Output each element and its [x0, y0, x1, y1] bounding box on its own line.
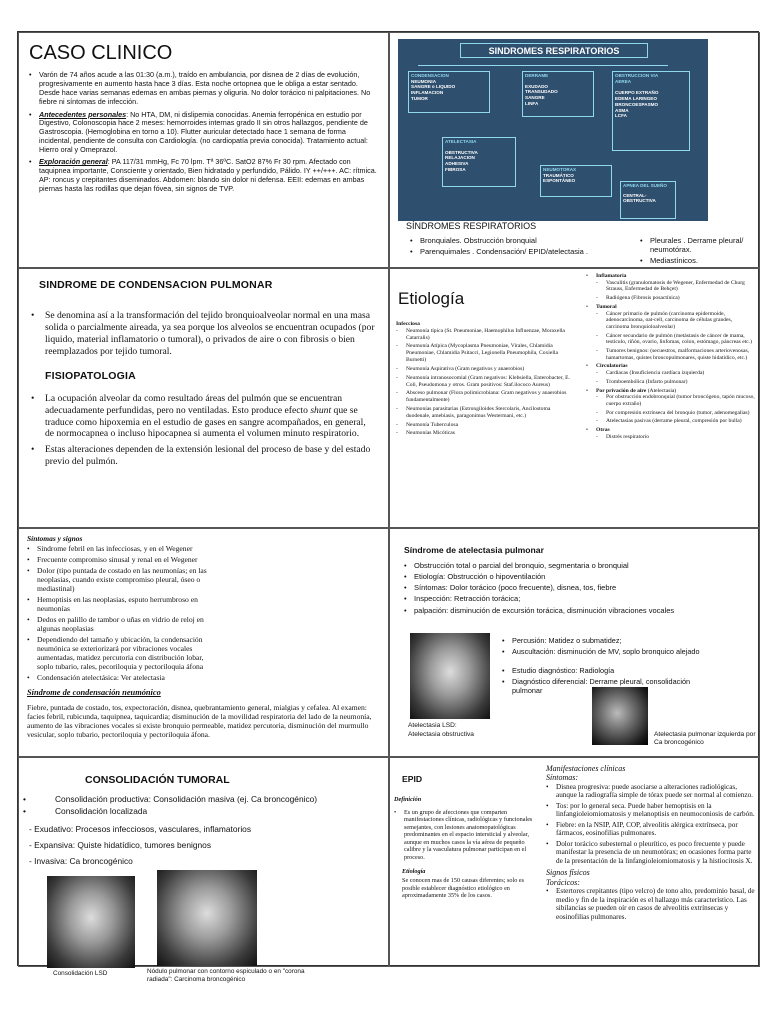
- etiologia-privacion-item: - Atelectasias pasivas (derrame pleural, compresión por bulla): [596, 418, 756, 425]
- sintoma-item: • Frecuente compromiso sinusal y renal en el Wegener: [27, 556, 217, 565]
- etiologia-tumoral-item: - Tumores benignos: (secuestros, malformaciones arteriovenosas, hamartomas, quistes broncopulmonares, quiste hidatídico, etc.): [596, 348, 756, 361]
- atelectasia-item: • Obstrucción total o parcial del bronquio, segmentaria o bronquial: [404, 561, 754, 570]
- etiologia-privacion-item: - Por compresión extrínseca del bronquio (tumor, adenomegalias): [596, 410, 756, 417]
- box-obstruccion: OBSTRUCCION VIA AEREA CUERPO EXTRAÑO EDEMA LARINGEO BRONCOESPASMO ASMA LCFA: [612, 71, 690, 151]
- epid-sintoma-item: • Tos: por lo general seca. Puede haber hemoptisis en la linfangioleiomiomatosis y melanoptisis en neumoconiosis de carbón.: [546, 802, 756, 819]
- epid-definicion-head: Definición: [394, 796, 422, 803]
- tumoral-item-productiva: • Consolidación productiva: Consolidación masiva (ej. Ca broncogénico): [23, 794, 383, 804]
- etiologia-privacion-item: - Por obstrucción endobronquial (tumor broncógeno, tapón mucoso, cuerpo extraño): [596, 394, 756, 407]
- atelectasia-diagnostico-item: • Estudio diagnóstico: Radiología: [502, 667, 712, 676]
- sintomas-panel: [18, 528, 389, 757]
- etiologia-inflamatoria-item: - Vasculitis (granulomatosis de Wegener, Enfermedad de Churg Strauss, Enfermedad de Behçet): [596, 280, 756, 293]
- atelectasia-item: • Síntomas: Dolor torácico (poco frecuente), disnea, tos, fiebre: [404, 583, 754, 592]
- etiologia-infecciosa-item: - Neumonía Atípica (Mycoplasma Pneumoniae, Virales, Chlamidia Pneumoniae, Chlamidia Psitacci, Legionella Pneumophila, Coxiella Burnetti): [396, 343, 572, 363]
- document-sheet: [17, 31, 759, 983]
- box-apnea: APNEA DEL SUEÑO CENTRAL-OBSTRUCTIVA: [620, 181, 676, 219]
- sintoma-item: • Dedos en palillo de tambor o uñas en vidrio de reloj en algunas neoplasias: [27, 616, 217, 634]
- epid-left-column: [394, 796, 538, 900]
- epid-toracico-item: • Estertores crepitantes (tipo velcro) de tono alto, predominio basal, de medio y fin de la inspiración es el hallazgo más característico. Las sibilancias se pueden oír en casos de alveolitis extrínsecas y eosinofilias pulmonares.: [546, 887, 756, 921]
- sintomas-head: Síntomas y signos: [27, 534, 83, 543]
- caption-consolidacion-lsd: Consolidación LSD: [53, 970, 108, 977]
- caso-paragraph-3: • Exploración general: PA 117/31 mmHg, Fc 70 lpm. Tª 36ºC. SatO2 87% Fr 30 rpm. Afectado con taquipnea importante, Consciente y orientado, Bien hidratado y perfundido, Pálido. IY ++/+++. AC: rítmica. AP: roncus y crepitantes diseminados. Abdomen: blando sin dolor ni defensa. EEII: edemas en ambas piernas hasta las rodillas que dejan fóvea, sin signos de TVP.: [29, 158, 378, 193]
- box-condensacion: CONDENSACION NEUMONIA SANGRE o LIQUIDO INFLAMACION TUMOR: [408, 71, 490, 113]
- tumoral-expansiva: - Expansiva: Quiste hidatídico, tumores benignos: [29, 840, 212, 850]
- tumoral-panel: [18, 757, 389, 983]
- epid-sintoma-item: • Dolor torácico subesternal o pleurítico, es poco frecuente y puede manifestar la presencia de un neumotórax; en ocasiones forma parte de la presentación de la linfangioleiomiomatosis y la histiocitosis X.: [546, 840, 756, 865]
- sindromes-diagram: [398, 39, 708, 221]
- etiologia-tumoral: • Tumoral - Cáncer primario de pulmón (carcinoma epidermoide, adenocarcinoma, oat-cell, carcinoma de células grandes, carcinoma bronquioloalveolar) - Cáncer secundario de pulmón (metástasis de cáncer de mama, testículo, riñón, ovario, linfomas, colon, estómago, páncreas etc.) - Tumores benignos: (secuestros, malformaciones arteriovenosas, hamartomas, quistes broncopulmonares, quiste hidatídico, etc.): [586, 304, 756, 362]
- epid-etiologia-text: Se conocen mas de 150 causas diferentes; solo es posible establecer diagnóstico etiológico en aproximadamente 35% de los casos.: [402, 877, 524, 900]
- sintoma-item: • Hemoptisis en las neoplasias, esputo herrumbroso en neumonías: [27, 596, 217, 614]
- etiologia-infecciosa-head: Infecciosa: [396, 321, 420, 327]
- sintoma-item: • Síndrome febril en las infecciosas, y en el Wegener: [27, 545, 217, 554]
- etiologia-left-column: [396, 321, 572, 439]
- fisio-item-1: • La ocupación alveolar da como resultado áreas del pulmón que se encuentran adecuadamente perfundidas, pero no ventiladas. Esto produce efecto shunt que se traduce como hipoxemia en el estudio de gases en sangre acompañados, en general, de normocapnea o incluso hipocapnea si aumenta el volumen minuto respiratorio.: [31, 393, 376, 441]
- epid-title: EPID: [402, 774, 423, 784]
- atelectasia-exam-item: • Percusión: Matidez o submatidez;: [502, 637, 752, 646]
- epid-sintoma-item: • Disnea progresiva: puede asociarse a alteraciones radiológicas, aunque la radiografía simple de tórax puede ser normal al comienzo.: [546, 783, 756, 800]
- fisiopatologia-title: FISIOPATOLOGIA: [45, 369, 136, 382]
- caso-paragraph-2: • Antecedentes personales: No HTA, DM, ni dislipemia conocidas. Anemia ferropénica en estudio por Digestivo, Colonoscopia hace 2 meses: hemorroides internas grado II sin otros hallazgos, pendiente de Gastroscopia. (Hemoglobina en torno a 10). Flutter auricular detectado hace 1 semana de forma incidental, pendiente de consulta con Cardiología. (no cardiopatía previa conocida). Tratamiento actual: Hierro oral y Omeprazol.: [29, 111, 378, 155]
- etiologia-circulatorias: • Circulatorias - Cardíacas (Insuficiencia cardíaca izquierda) - Tromboembólica (Infarto pulmonar): [586, 363, 756, 385]
- xray-atelectasia-izquierda: [592, 687, 648, 745]
- caso-title: CASO CLINICO: [29, 42, 173, 64]
- etiologia-infecciosa-item: - Absceso pulmonar (Flora polimicrobiana: Gram negativos y anaerobios fundamentalmente): [396, 390, 572, 404]
- tumoral-invasiva: - Invasiva: Ca broncogénico: [29, 856, 133, 866]
- tumoral-title: CONSOLIDACIÓN TUMORAL: [85, 774, 230, 786]
- etiologia-title: Etiología: [398, 289, 465, 308]
- xray-atelectasia-lsd: [410, 633, 490, 719]
- epid-sintomas-head: Síntomas:: [546, 773, 578, 783]
- etiologia-inflamatoria: • Inflamatoria - Vasculitis (granulomatosis de Wegener, Enfermedad de Churg Strauss, Enfermedad de Behçet) - Radiógena (Fibrosis posactínica): [586, 273, 756, 302]
- neumonico-head: Síndrome de condensación neumónico: [27, 688, 161, 698]
- xray-nodulo-pulmonar: [157, 870, 257, 966]
- etiologia-infecciosa-item: - Neumonía Aspirativa (Gram negativos y anaerobios): [396, 366, 572, 373]
- atelectasia-exam-item: • Auscultación: disminución de MV, soplo bronquico alejado: [502, 648, 752, 657]
- sindromes-list-left: [410, 236, 630, 258]
- epid-signos-head: Signos físicos: [546, 868, 590, 878]
- sindromes-caption: SÍNDROMES RESPIRATORIOS: [406, 221, 537, 231]
- caso-paragraph-1: • Varón de 74 años acude a las 01:30 (a.m.), traído en ambulancia, por disnea de 2 días de evolución, progresivamente en aumento hasta hace 3 días. Esta noche ortopnea que le obliga a estar sentado. Desde hace varias semanas edemas en ambas piernas y oliguria. No dolor torácico ni palpitaciones. No fiebre ni síntomas de infección.: [29, 71, 378, 106]
- diagram-connector: [418, 65, 668, 66]
- xray-consolidacion-lsd: [47, 876, 135, 968]
- etiologia-otras-item: - Distrés respiratorio: [596, 434, 756, 441]
- etiologia-right-column: [586, 273, 756, 442]
- sindromes-item-bronquiales: • Bronquiales. Obstrucción bronquial: [410, 236, 630, 245]
- sindromes-item-pleurales: • Pleurales . Derrame pleural/ neumotórax.: [640, 236, 755, 254]
- atelectasia-title: Síndrome de atelectasia pulmonar: [404, 545, 544, 555]
- sindromes-item-parenquimales: • Parenquimales . Condensación/ EPID/atelectasia .: [410, 247, 630, 256]
- etiologia-infecciosa-item: - Neumonía Tuberculosa: [396, 422, 572, 429]
- caption-atelectasia-obstructiva: Atelectasia obstructiva: [408, 731, 474, 738]
- epid-right-column: [546, 764, 756, 923]
- atelectasia-item: • Inspección: Retracción torácica;: [404, 594, 754, 603]
- atelectasia-item: • Etiología: Obstrucción o hipoventilación: [404, 572, 754, 581]
- caso-clinico-panel: [18, 32, 389, 268]
- fisio-item-2: • Estas alteraciones dependen de la extensión lesional del proceso de base y del estado previo del pulmón.: [31, 444, 376, 468]
- caption-atelectasia-lsd: Atelectasia LSD:: [408, 722, 457, 729]
- epid-definicion-text: • Es un grupo de afecciones que comparten manifestaciones clínicas, radiológicas y funcionales semejantes, con lesiones anatomopatológicas predominantes en el espacio intersticial y alveolar, aunque en muchos casos la vía aérea de pequeño calibre y la vasculatura pulmonar participan en el proceso.: [394, 809, 538, 862]
- etiologia-infecciosa-item: - Neumonías Micóticas: [396, 430, 572, 437]
- etiologia-otras: • Otras - Distrés respiratorio: [586, 427, 756, 440]
- neumonico-text: Fiebre, puntada de costado, tos, expectoración, disnea, quebrantamiento general, mialgias y cefalea. Al examen: facies febril, rubicunda, taquipnea, taquicardia; disminución de la movilidad respiratoria del lado de la neumonía, aumento de las vibraciones vocales si existe bronquio permeable, matidez percutoria, disminución del murmullo vesicular, soplo tubario, pectoriloquia y pectoriloquia áfona.: [27, 702, 372, 740]
- sindromes-list-right: [640, 236, 755, 267]
- etiologia-circulatoria-item: - Cardíacas (Insuficiencia cardíaca izquierda): [596, 370, 756, 377]
- sintoma-item: • Dolor (tipo puntada de costado en las neumonías; en las neoplasias, cuando existe compromiso pleural, óseo o mediastinal): [27, 567, 217, 594]
- condensacion-panel: [18, 268, 389, 528]
- epid-manifestaciones-head: Manifestaciones clínicas: [546, 764, 626, 773]
- sindromes-panel: [389, 32, 760, 268]
- box-atelectasia: ATELECTASIA OBSTRUCTIVA RELAJACION ADHESIVA FIBROSA: [442, 137, 516, 187]
- etiologia-tumoral-item: - Cáncer primario de pulmón (carcinoma epidermoide, adenocarcinoma, oat-cell, carcinoma de células grandes, carcinoma bronquioloalveolar): [596, 311, 756, 331]
- epid-panel: [389, 757, 760, 967]
- sintoma-item: • Condensación atelectásica: Ver atelectasia: [27, 674, 217, 683]
- etiologia-inflamatoria-item: - Radiógena (Fibrosis posactínica): [596, 295, 756, 302]
- tumoral-item-localizada: • Consolidación localizada: [23, 806, 383, 816]
- etiologia-tumoral-item: - Cáncer secundario de pulmón (metástasis de cáncer de mama, testículo, riñón, ovario, linfomas, colon, estómago, páncreas etc.): [596, 333, 756, 346]
- etiologia-infecciosa-item: - Neumonía intranosocomial (Gram negativos: Klebsiella, Enterobacter, E. Coli, Pseudomona y otros. Gram positivos: Staf.ilococo Aureus): [396, 375, 572, 389]
- tumoral-exudativo: - Exudativo: Procesos infecciosos, vasculares, inflamatorios: [29, 824, 252, 834]
- etiologia-infecciosa-item: - Neumonía típica (St. Pneumoniae, Haemophilus Influenzae, Moraxella Catarralis): [396, 328, 572, 342]
- etiologia-privacion: • Por privación de aire (Atelectasia) - Por obstrucción endobronquial (tumor broncógeno, tapón mucoso, cuerpo extraño) - Por compresión extrínseca del bronquio (tumor, adenomegalias) - Atelectasias pasivas (derrame pleural, compresión por bulla): [586, 388, 756, 426]
- caption-nodulo-pulmonar: Nódulo pulmonar con contorno espiculado o en "corona radiada": Carcinoma broncogénico: [147, 968, 305, 983]
- condensacion-title: SINDROME DE CONDENSACION PULMONAR: [39, 279, 273, 291]
- atelectasia-item: • palpación: disminución de excursión torácica, disminución vibraciones vocales: [404, 606, 754, 615]
- sindromes-item-mediastinicos: • Mediastínicos.: [640, 256, 755, 265]
- diagram-title: SINDROMES RESPIRATORIOS: [460, 43, 648, 58]
- atelectasia-diagnostico-item: • Diagnóstico diferencial: Derrame pleural, consolidación pulmonar: [502, 678, 712, 696]
- box-derrame: DERRAME EXUDADO TRANSUDADO SANGRE LINFA: [522, 71, 594, 117]
- sintoma-item: • Dependiendo del tamaño y ubicación, la condensación neumónica se exteriorizará por vibraciones vocales aumentadas, matidez percutoria con distribución lobar, soplo tubario, rales, pecoriloquia y pectoriloquia áfona: [27, 636, 217, 672]
- etiologia-circulatoria-item: - Tromboembólica (Infarto pulmonar): [596, 379, 756, 386]
- epid-sintoma-item: • Fiebre: en la NSIP, AIP, COP, alveolitis alérgica extrínseca, por fármacos, eosinofilias pulmonares.: [546, 821, 756, 838]
- condensacion-definition: • Se denomina así a la transformación del tejido bronquioalveolar normal en una masa solida o parcialmente aireada, ya sea porque los alveolos se encuentran ocupados (por liquido, material inflamatorio o tumoral), o privados de aire o con fibrosis o bien reemplazados por tejido tumoral.: [31, 310, 376, 358]
- etiologia-infecciosa-item: - Neumonías parasitarias (Estrongiloides Stercolaris, Ancilostoma duodenale, amebiasis, paragonimus Westermani, etc.): [396, 406, 572, 420]
- epid-toracicos-head: Torácicos:: [546, 877, 580, 887]
- atelectasia-panel: [389, 528, 760, 757]
- epid-etiologia-head: Etiología: [402, 867, 426, 875]
- box-neumotorax: NEUMOTORAX TRAUMÁTICO ESPONTÁNEO: [540, 165, 612, 197]
- etiologia-panel: [389, 268, 760, 528]
- caption-atelectasia-izquierda: Atelectasia pulmonar izquierda por Ca broncogénico: [654, 731, 756, 747]
